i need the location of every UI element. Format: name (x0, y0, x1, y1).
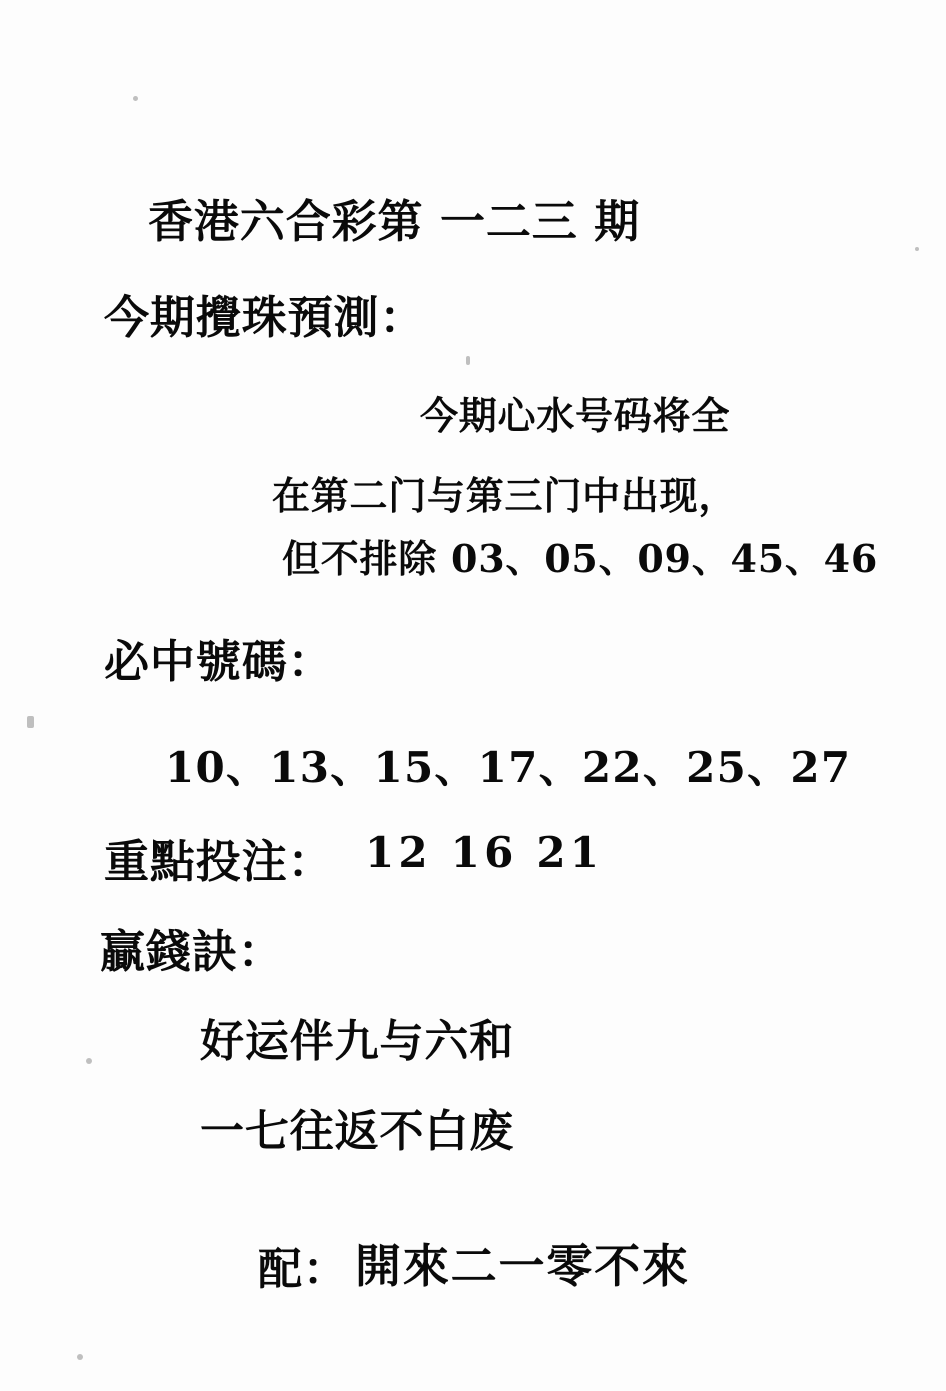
pairing-label: 配： (258, 1244, 348, 1295)
page-title: 香港六合彩第 一二三 期 (148, 195, 641, 248)
focus-bet-label: 重點投注： (104, 835, 334, 888)
prediction-line-3: 但不排除 03、05、09、45、46 (282, 536, 879, 581)
win-formula-label: 贏錢訣： (100, 925, 284, 978)
sure-numbers-values: 10、13、15、17、22、25、27 (165, 743, 852, 792)
prediction-line-2: 在第二门与第三门中出现， (272, 473, 738, 518)
prediction-heading: 今期攪珠預測： (104, 291, 426, 344)
prediction-line-1: 今期心水号码将全 (420, 393, 731, 438)
win-formula-line-2: 一七往返不白废 (200, 1106, 515, 1157)
pairing-value: 開來二一零不來 (355, 1239, 690, 1293)
sure-numbers-label: 必中號碼： (104, 635, 334, 688)
win-formula-line-1: 好运伴九与六和 (200, 1016, 515, 1067)
focus-bet-values: 12 16 21 (365, 828, 604, 877)
